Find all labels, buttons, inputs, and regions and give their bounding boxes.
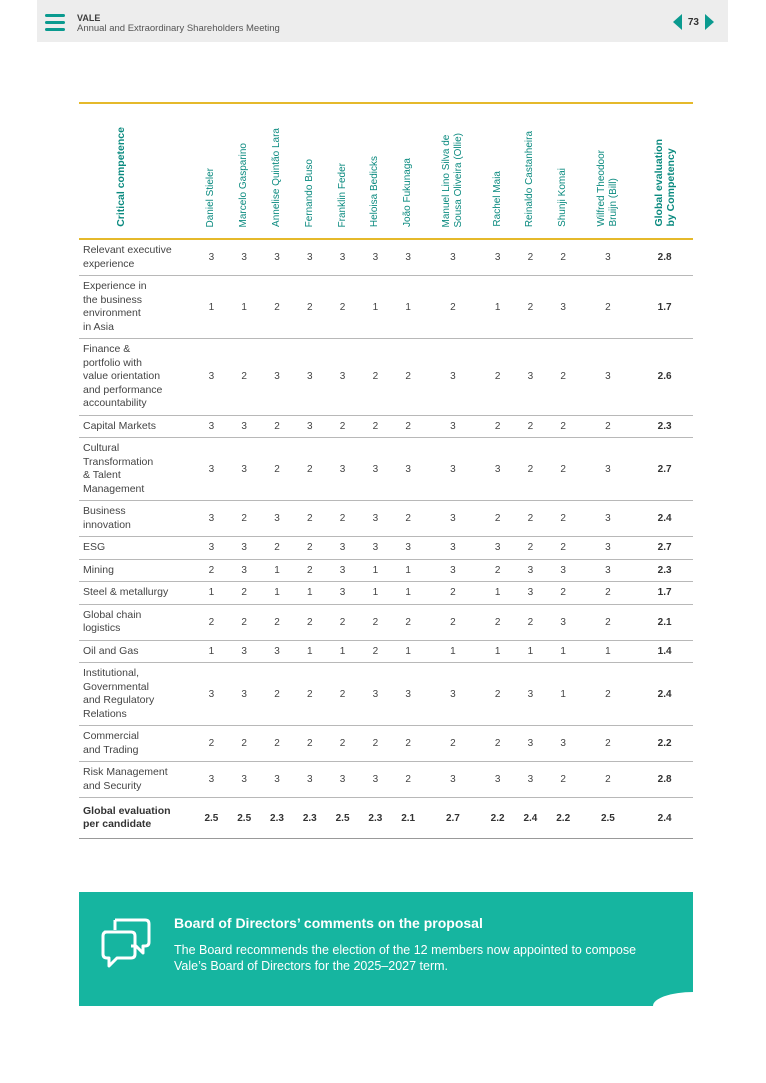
score-cell: 2: [481, 604, 514, 640]
global-score-cell: 2.7: [636, 537, 693, 560]
row-label: Oil and Gas: [79, 640, 195, 663]
score-cell: 2: [481, 415, 514, 438]
score-cell: 2: [514, 239, 547, 276]
score-cell: 3: [261, 640, 294, 663]
row-label: Mining: [79, 559, 195, 582]
score-cell: 2: [547, 582, 580, 605]
table-body: [79, 239, 693, 839]
score-cell: 2: [392, 726, 425, 762]
header-candidate-2-label: Marcelo Gasparino: [238, 142, 250, 227]
score-cell: 2: [481, 339, 514, 416]
score-cell: 2: [261, 276, 294, 339]
global-score-cell: 2.4: [636, 798, 693, 839]
score-cell: 2: [392, 501, 425, 537]
score-cell: 2: [425, 276, 482, 339]
header-global-by-competency-label: Global evaluation by Competency: [652, 139, 677, 227]
row-label: Global chain logistics: [79, 604, 195, 640]
header-candidate-6-label: Heloisa Bedicks: [369, 155, 381, 227]
score-cell: 2: [580, 663, 637, 726]
score-cell: 1: [293, 582, 326, 605]
score-cell: 2: [425, 582, 482, 605]
table-row: [79, 663, 693, 726]
score-cell: 1: [195, 276, 228, 339]
score-cell: 2: [547, 537, 580, 560]
global-score-cell: 2.3: [636, 415, 693, 438]
score-cell: 3: [392, 239, 425, 276]
table-row: [79, 276, 693, 339]
score-cell: 2: [293, 438, 326, 501]
score-cell: 2: [195, 604, 228, 640]
score-cell: 2: [547, 762, 580, 798]
header-candidate-12: [580, 103, 637, 239]
score-cell: 3: [326, 559, 359, 582]
header-global-by-competency: [636, 103, 693, 239]
score-cell: 3: [228, 415, 261, 438]
score-cell: 2: [195, 726, 228, 762]
score-cell: 2: [580, 604, 637, 640]
score-cell: 2: [514, 276, 547, 339]
score-cell: 3: [514, 726, 547, 762]
score-cell: 3: [326, 438, 359, 501]
score-cell: 3: [359, 239, 392, 276]
score-cell: 3: [228, 537, 261, 560]
score-cell: 2: [261, 537, 294, 560]
score-cell: 2: [293, 559, 326, 582]
page-number: 73: [687, 16, 699, 28]
header-candidate-4-label: Fernando Buso: [303, 158, 315, 227]
score-cell: 3: [228, 239, 261, 276]
board-comments-text: The Board recommends the election of the 12 members now appointed to compose Vale’s Board of Directors for the 2025–2027 term.: [174, 943, 637, 973]
table-row: [79, 604, 693, 640]
score-cell: 2.3: [293, 798, 326, 839]
score-cell: 3: [293, 762, 326, 798]
score-cell: 2: [392, 415, 425, 438]
score-cell: 3: [195, 438, 228, 501]
score-cell: 2: [580, 726, 637, 762]
score-cell: 3: [228, 559, 261, 582]
score-cell: 2: [228, 501, 261, 537]
score-cell: 3: [392, 663, 425, 726]
score-cell: 3: [359, 537, 392, 560]
score-cell: 3: [261, 501, 294, 537]
score-cell: 1: [481, 582, 514, 605]
score-cell: 1: [514, 640, 547, 663]
score-cell: 2: [481, 501, 514, 537]
table-header-row: [79, 103, 693, 239]
score-cell: 3: [514, 663, 547, 726]
score-cell: 2: [359, 726, 392, 762]
score-cell: 2: [514, 438, 547, 501]
header-candidate-3: [261, 103, 294, 239]
score-cell: 2: [261, 726, 294, 762]
global-score-cell: 2.7: [636, 438, 693, 501]
score-cell: 2: [228, 726, 261, 762]
score-cell: 3: [580, 559, 637, 582]
total-row: [79, 798, 693, 839]
score-cell: 3: [481, 762, 514, 798]
score-cell: 2: [547, 501, 580, 537]
global-score-cell: 2.8: [636, 762, 693, 798]
score-cell: 2: [293, 276, 326, 339]
global-score-cell: 1.4: [636, 640, 693, 663]
score-cell: 3: [514, 762, 547, 798]
score-cell: 2.3: [359, 798, 392, 839]
score-cell: 3: [514, 559, 547, 582]
score-cell: 3: [326, 762, 359, 798]
row-label: ESG: [79, 537, 195, 560]
score-cell: 2: [547, 438, 580, 501]
score-cell: 3: [580, 239, 637, 276]
header-candidate-9-label: Rachel Maia: [491, 171, 503, 227]
header-candidate-11-label: Shunji Komai: [557, 168, 569, 227]
score-cell: 3: [481, 239, 514, 276]
score-cell: 2: [514, 415, 547, 438]
header-candidate-10: [514, 103, 547, 239]
brand-name: VALE: [77, 13, 101, 23]
score-cell: 2: [514, 604, 547, 640]
score-cell: 3: [425, 537, 482, 560]
score-cell: 1: [392, 582, 425, 605]
score-cell: 1: [580, 640, 637, 663]
score-cell: 1: [293, 640, 326, 663]
score-cell: 3: [359, 663, 392, 726]
score-cell: 3: [228, 640, 261, 663]
header-candidate-2: [228, 103, 261, 239]
score-cell: 2: [359, 640, 392, 663]
global-score-cell: 1.7: [636, 276, 693, 339]
row-label: Cultural Transformation & Talent Management: [79, 438, 195, 501]
score-cell: 2: [359, 339, 392, 416]
score-cell: 2: [261, 604, 294, 640]
score-cell: 2: [195, 559, 228, 582]
score-cell: 1: [547, 663, 580, 726]
score-cell: 2: [293, 663, 326, 726]
header-candidate-1: [195, 103, 228, 239]
score-cell: 2: [481, 559, 514, 582]
score-cell: 2: [359, 415, 392, 438]
header-critical-competence-label: Critical competence: [115, 127, 127, 227]
row-label: Steel & metallurgy: [79, 582, 195, 605]
header-critical-competence: [79, 103, 195, 239]
row-label: Relevant executive experience: [79, 239, 195, 276]
table-row: [79, 640, 693, 663]
score-cell: 1: [359, 276, 392, 339]
row-label: Finance & portfolio with value orientation and performance accountability: [79, 339, 195, 416]
score-cell: 3: [228, 438, 261, 501]
row-label: Business innovation: [79, 501, 195, 537]
score-cell: 2: [326, 501, 359, 537]
score-cell: 3: [195, 537, 228, 560]
global-score-cell: 2.1: [636, 604, 693, 640]
score-cell: 3: [580, 537, 637, 560]
pager: [673, 14, 714, 30]
score-cell: 2: [326, 415, 359, 438]
table-row: [79, 762, 693, 798]
score-cell: 3: [425, 415, 482, 438]
score-cell: 1: [326, 640, 359, 663]
table-row: [79, 339, 693, 416]
score-cell: 3: [481, 537, 514, 560]
chat-bubbles-icon: [101, 916, 151, 968]
score-cell: 3: [481, 438, 514, 501]
score-cell: 3: [547, 559, 580, 582]
score-cell: 2: [392, 339, 425, 416]
score-cell: 3: [359, 438, 392, 501]
score-cell: 2: [425, 726, 482, 762]
score-cell: 3: [195, 762, 228, 798]
score-cell: 2: [293, 604, 326, 640]
menu-icon[interactable]: [45, 14, 65, 31]
score-cell: 2: [580, 415, 637, 438]
score-cell: 3: [359, 762, 392, 798]
score-cell: 3: [425, 438, 482, 501]
score-cell: 3: [228, 663, 261, 726]
board-comments-title: Board of Directors’ comments on the proposal: [174, 915, 483, 931]
score-cell: 2: [481, 726, 514, 762]
score-cell: 3: [195, 339, 228, 416]
score-cell: 2: [425, 604, 482, 640]
score-cell: 2: [326, 276, 359, 339]
score-cell: 3: [326, 582, 359, 605]
score-cell: 2.5: [228, 798, 261, 839]
score-cell: 2.5: [195, 798, 228, 839]
score-cell: 3: [293, 339, 326, 416]
score-cell: 3: [326, 537, 359, 560]
header-candidate-6: [359, 103, 392, 239]
score-cell: 2: [580, 762, 637, 798]
score-cell: 2: [326, 604, 359, 640]
score-cell: 3: [425, 239, 482, 276]
score-cell: 1: [392, 276, 425, 339]
score-cell: 3: [514, 582, 547, 605]
score-cell: 1: [195, 582, 228, 605]
score-cell: 2: [392, 604, 425, 640]
previous-page-icon[interactable]: [673, 14, 682, 30]
score-cell: 2: [293, 537, 326, 560]
header-candidate-5: [326, 103, 359, 239]
score-cell: 3: [425, 339, 482, 416]
score-cell: 2: [547, 239, 580, 276]
score-cell: 3: [547, 276, 580, 339]
score-cell: 2: [580, 276, 637, 339]
score-cell: 2.2: [547, 798, 580, 839]
score-cell: 2: [514, 537, 547, 560]
row-label: Capital Markets: [79, 415, 195, 438]
table-row: [79, 559, 693, 582]
score-cell: 3: [261, 762, 294, 798]
global-score-cell: 2.3: [636, 559, 693, 582]
score-cell: 1: [261, 582, 294, 605]
row-label: Global evaluation per candidate: [79, 798, 195, 839]
score-cell: 3: [195, 501, 228, 537]
score-cell: 2: [514, 501, 547, 537]
header-candidate-12-label: Wilfred Theodoor Bruijn (Bill): [595, 150, 619, 227]
score-cell: 2: [547, 415, 580, 438]
score-cell: 2: [359, 604, 392, 640]
header-candidate-5-label: Franklin Feder: [336, 162, 348, 227]
score-cell: 2.5: [326, 798, 359, 839]
score-cell: 2: [261, 663, 294, 726]
score-cell: 1: [228, 276, 261, 339]
header-candidate-9: [481, 103, 514, 239]
score-cell: 1: [261, 559, 294, 582]
score-cell: 3: [359, 501, 392, 537]
score-cell: 2.7: [425, 798, 482, 839]
header-candidate-11: [547, 103, 580, 239]
score-cell: 2: [293, 501, 326, 537]
row-label: Risk Management and Security: [79, 762, 195, 798]
row-label: Institutional, Governmental and Regulatory Relations: [79, 663, 195, 726]
score-cell: 2.3: [261, 798, 294, 839]
score-cell: 2: [481, 663, 514, 726]
score-cell: 3: [392, 537, 425, 560]
table-row: [79, 239, 693, 276]
score-cell: 3: [392, 438, 425, 501]
score-cell: 3: [547, 726, 580, 762]
score-cell: 3: [580, 501, 637, 537]
score-cell: 3: [514, 339, 547, 416]
table-row: [79, 582, 693, 605]
score-cell: 1: [547, 640, 580, 663]
global-score-cell: 2.4: [636, 663, 693, 726]
score-cell: 3: [293, 415, 326, 438]
score-cell: 3: [326, 239, 359, 276]
header-candidate-4: [293, 103, 326, 239]
row-label: Commercial and Trading: [79, 726, 195, 762]
competence-matrix-table: [79, 102, 693, 839]
document-subtitle: Annual and Extraordinary Shareholders Meeting: [77, 23, 280, 34]
table-row: [79, 537, 693, 560]
score-cell: 3: [580, 339, 637, 416]
global-score-cell: 2.8: [636, 239, 693, 276]
score-cell: 3: [261, 239, 294, 276]
score-cell: 3: [425, 663, 482, 726]
score-cell: 2: [326, 663, 359, 726]
score-cell: 1: [481, 640, 514, 663]
panel-corner-decoration: [653, 992, 693, 1006]
header-candidate-10-label: Reinaldo Castanheira: [524, 130, 536, 227]
score-cell: 2: [228, 339, 261, 416]
score-cell: 3: [228, 762, 261, 798]
score-cell: 3: [261, 339, 294, 416]
score-cell: 3: [326, 339, 359, 416]
global-score-cell: 2.2: [636, 726, 693, 762]
top-bar: [37, 0, 728, 42]
table-row: [79, 501, 693, 537]
score-cell: 3: [425, 501, 482, 537]
score-cell: 2.2: [481, 798, 514, 839]
score-cell: 2: [547, 339, 580, 416]
header-candidate-7-label: João Fukunaga: [402, 158, 414, 227]
score-cell: 1: [359, 582, 392, 605]
score-cell: 3: [195, 415, 228, 438]
header-candidate-7: [392, 103, 425, 239]
score-cell: 3: [547, 604, 580, 640]
table-row: [79, 438, 693, 501]
score-cell: 1: [392, 640, 425, 663]
header-candidate-1-label: Daniel Stieler: [205, 167, 217, 227]
score-cell: 2: [293, 726, 326, 762]
score-cell: 1: [392, 559, 425, 582]
global-score-cell: 2.6: [636, 339, 693, 416]
score-cell: 1: [481, 276, 514, 339]
score-cell: 1: [359, 559, 392, 582]
header-candidate-8-label: Manuel Lino Silva de Sousa Oliveira (Ollie): [440, 132, 464, 227]
table-row: [79, 726, 693, 762]
score-cell: 1: [195, 640, 228, 663]
score-cell: 2: [326, 726, 359, 762]
score-cell: 2.5: [580, 798, 637, 839]
score-cell: 2: [228, 582, 261, 605]
score-cell: 3: [580, 438, 637, 501]
score-cell: 2: [228, 604, 261, 640]
global-score-cell: 1.7: [636, 582, 693, 605]
score-cell: 3: [195, 663, 228, 726]
score-cell: 3: [195, 239, 228, 276]
score-cell: 2.4: [514, 798, 547, 839]
header-candidate-3-label: Annelise Quintão Lara: [270, 128, 282, 227]
next-page-icon[interactable]: [705, 14, 714, 30]
score-cell: 3: [425, 559, 482, 582]
score-cell: 2.1: [392, 798, 425, 839]
row-label: Experience in the business environment in Asia: [79, 276, 195, 339]
global-score-cell: 2.4: [636, 501, 693, 537]
score-cell: 2: [261, 415, 294, 438]
score-cell: 3: [293, 239, 326, 276]
score-cell: 3: [425, 762, 482, 798]
header-candidate-8: [425, 103, 482, 239]
score-cell: 2: [261, 438, 294, 501]
table-row: [79, 415, 693, 438]
score-cell: 2: [392, 762, 425, 798]
score-cell: 2: [580, 582, 637, 605]
score-cell: 1: [425, 640, 482, 663]
board-comments-panel: [79, 892, 693, 1006]
